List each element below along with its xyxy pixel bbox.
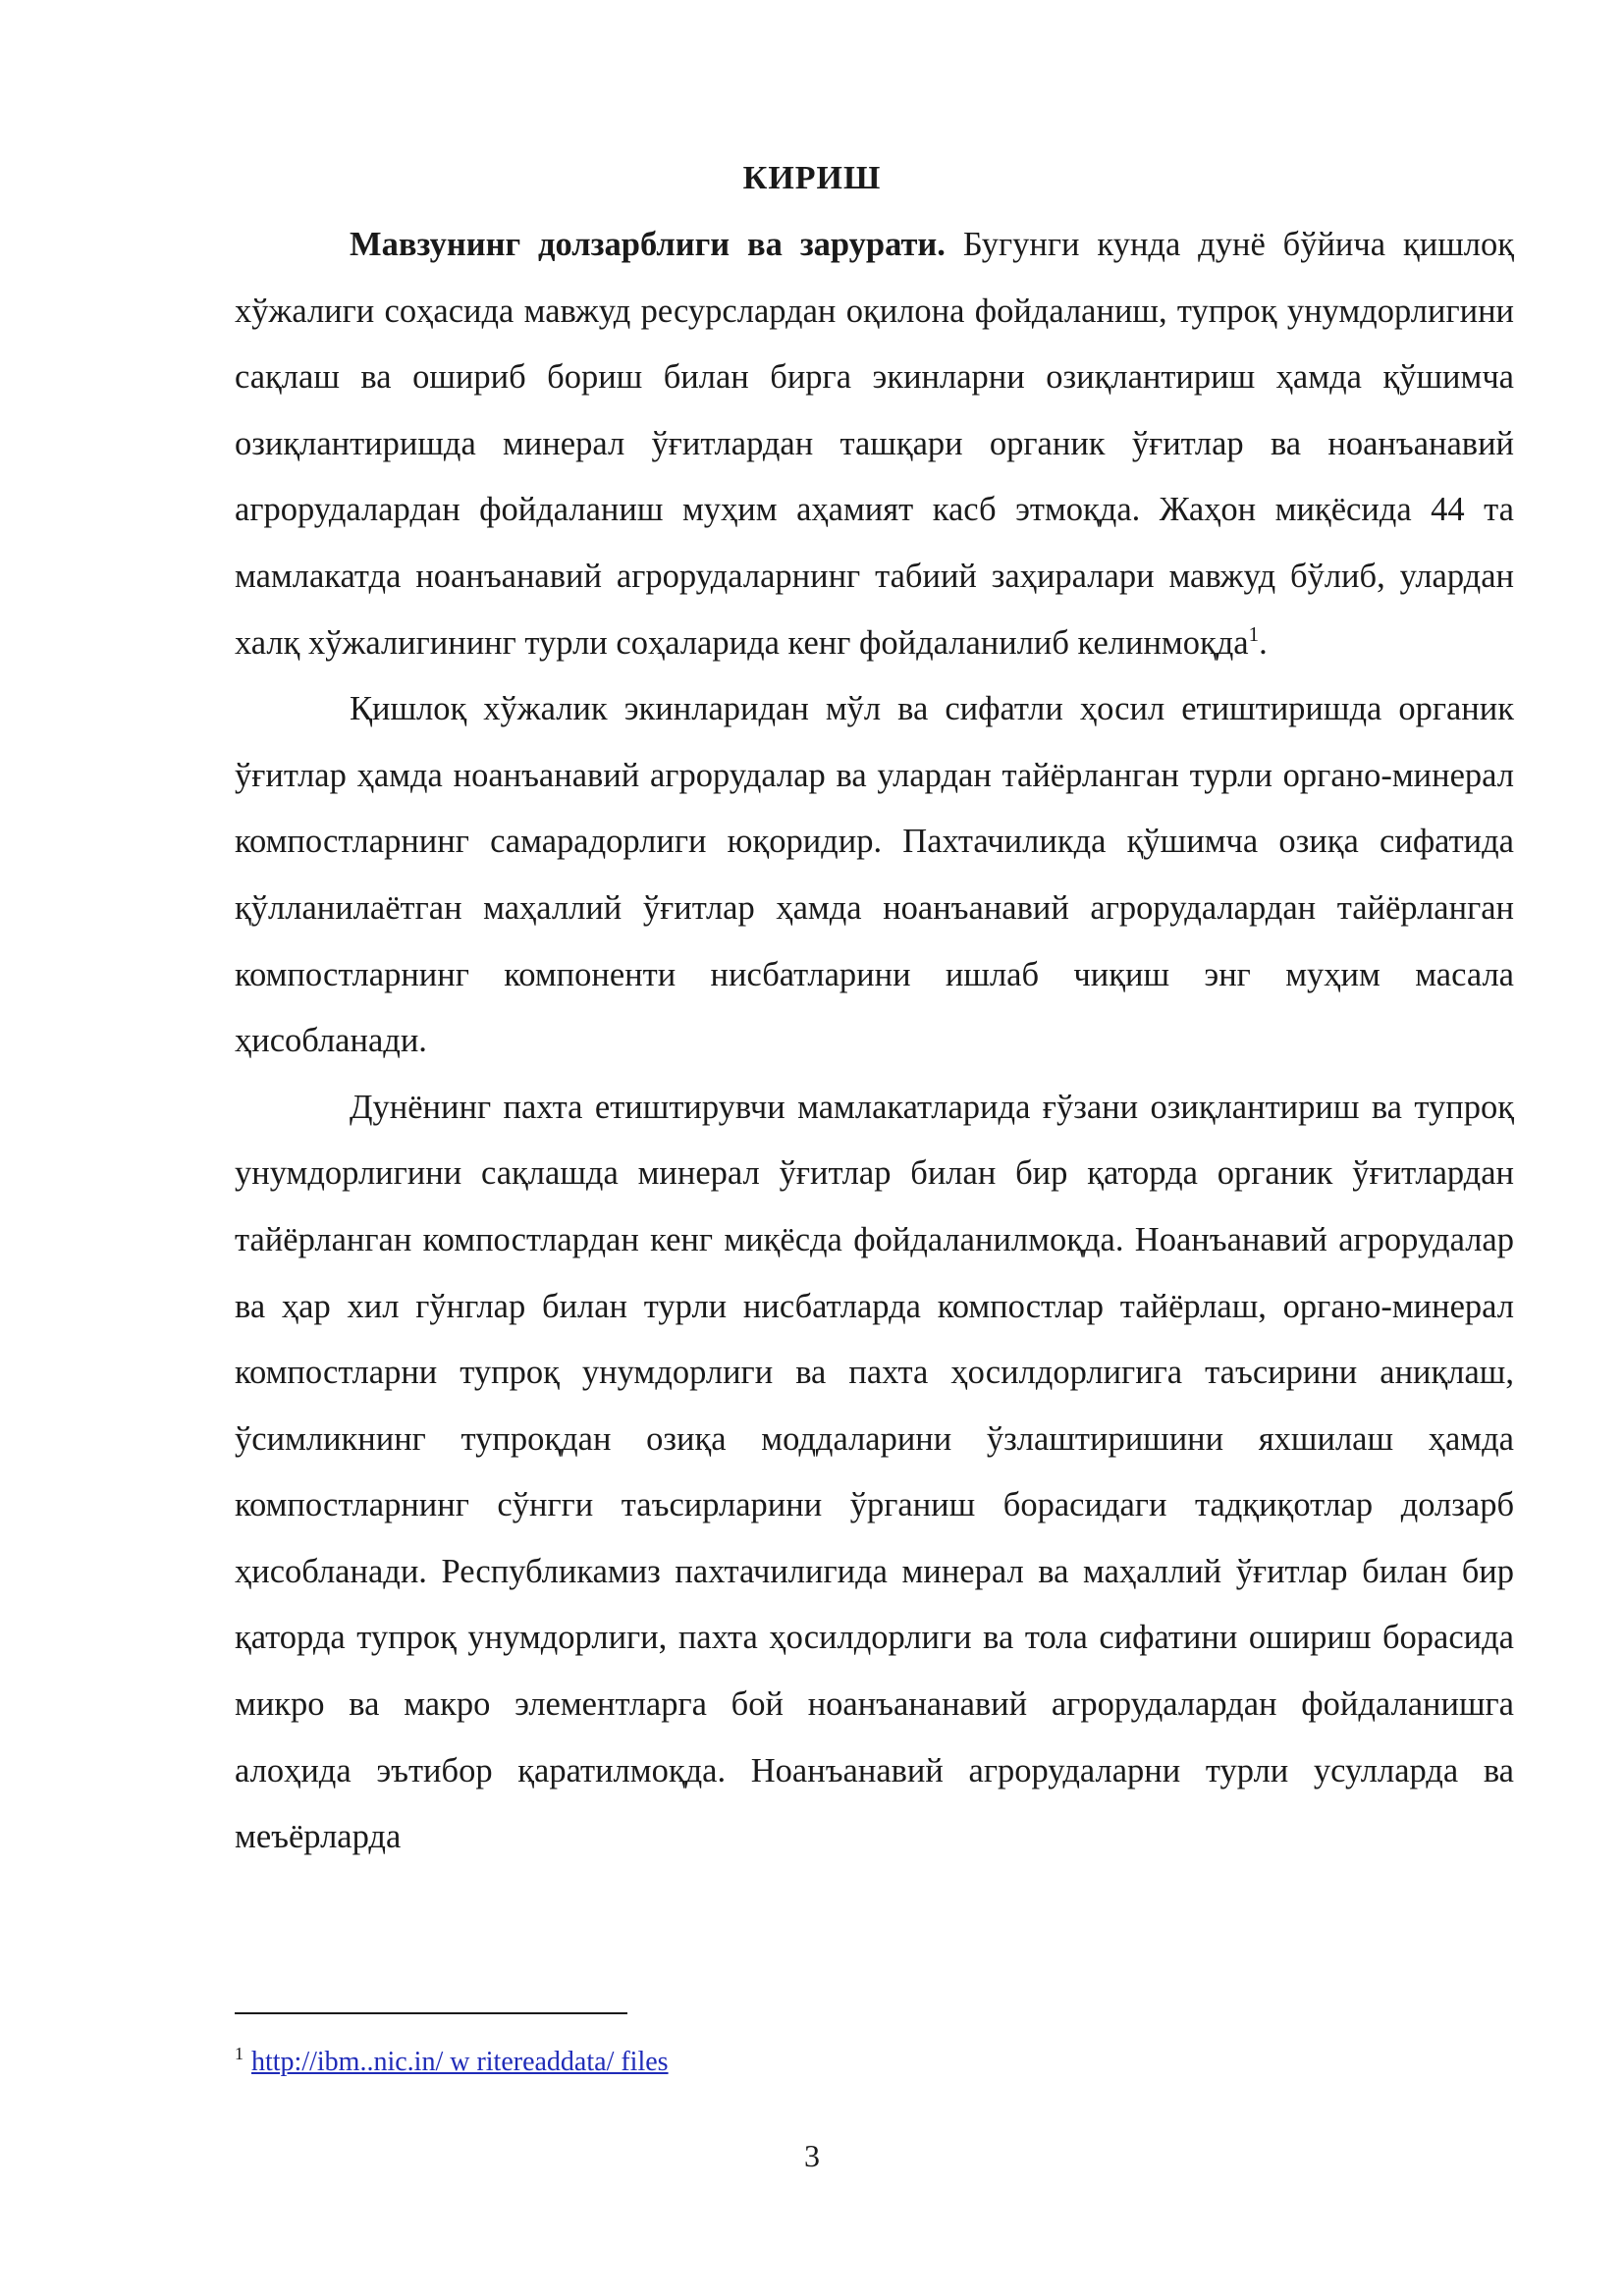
footnote-link[interactable]: http://ibm..nic.in/ w ritereaddata/ files: [251, 2047, 669, 2077]
paragraph-2: Қишлоқ хўжалик экинларидан мўл ва сифатли ҳосил етиштиришда органик ўғитлар ҳамда ноанъанавий агрорудалар ва улардан тайёрланган турли органо-минерал компостларнинг самарадорлиги юқоридир. Пахтачиликда қўшимча озиқа сифатида қўлланилаётган маҳаллий ўғитлар ҳамда ноанъанавий агрорудалардан тайёрланган компостларнинг компоненти нисбатларини ишлаб чиқиш энг муҳим масала ҳисобланади.: [235, 690, 1514, 1060]
paragraph-1-tail: .: [1259, 623, 1268, 662]
paragraph-1-text: Бугунги кунда дунё бўйича қишлоқ хўжалиги соҳасида мавжуд ресурслардан оқилона фойдаланиш, тупроқ унумдорлигини сақлаш ва ошириб бориш билан бирга экинларни озиқлантириш ҳамда қўшимча озиқлантиришда минерал ўғитлардан ташқари органик ўғитлар ва ноанъанавий агрорудалардан фойдаланиш муҳим аҳамият касб этмоқда. Жаҳон миқёсида 44 та мамлакатда ноанъанавий агрорудаларнинг табиий заҳиралари мавжуд бўлиб, улардан халқ хўжалигининг турли соҳаларида кенг фойдаланилиб келинмоқда: [235, 226, 1514, 662]
footnote-separator: [235, 2012, 627, 2014]
paragraph-lead: Мавзунинг долзарблиги ва зарурати.: [350, 226, 946, 263]
body-text: [235, 212, 1514, 1871]
footnote-mark: 1: [235, 2044, 244, 2063]
page-number: 3: [804, 2138, 820, 2173]
footnote: [235, 2036, 669, 2080]
paragraph-3: Дунёнинг пахта етиштирувчи мамлакатларида ғўзани озиқлантириш ва тупроқ унумдорлигини сақлашда минерал ўғитлар билан бир қаторда органик ўғитлардан тайёрланган компостлардан кенг миқёсда фойдаланилмоқда. Ноанъанавий агрорудалар ва ҳар хил гўнглар билан турли нисбатларда компостлар тайёрлаш, органо-минерал компостларни тупроқ унумдорлиги ва пахта ҳосилдорлигига таъсирини аниқлаш, ўсимликнинг тупроқдан озиқа моддаларини ўзлаштиришини яхшилаш ҳамда компостларнинг сўнгги таъсирларини ўрганиш борасидаги тадқиқотлар долзарб ҳисобланади. Республикамиз пахтачилигида минерал ва маҳаллий ўғитлар билан бир қаторда тупроқ унумдорлиги, пахта ҳосилдорлиги ва тола сифатини ошириш борасида микро ва макро элементларга бой ноанъананавий агрорудалардан фойдаланишга алоҳида эътибор қаратилмоқда. Ноанъанавий агрорудаларни турли усулларда ва меъёрларда: [235, 1088, 1514, 1856]
paragraph-1: [235, 212, 1514, 676]
footnote-reference: 1: [1248, 621, 1260, 646]
section-heading: КИРИШ: [742, 160, 882, 196]
